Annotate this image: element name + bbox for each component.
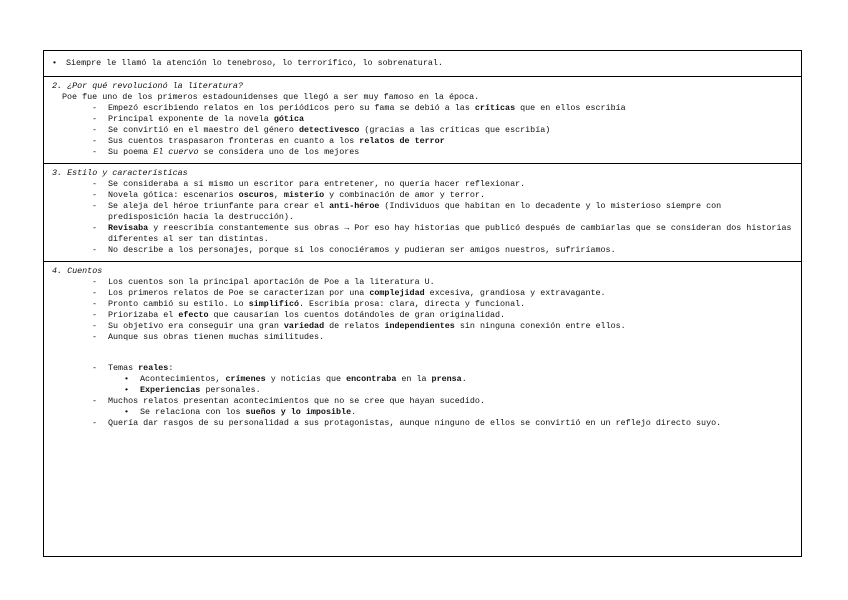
list-item: - Revisaba y reescribía constantemente sus obras → Por eso hay historias que publicó después de cambiarlas que se consideran dos historias diferentes al ser tan distintas.: [92, 223, 797, 244]
section-heading: 3. Estilo y características: [52, 168, 188, 178]
list-item: - Aunque sus obras tienen muchas similitudes.: [92, 332, 325, 342]
section-heading: 2. ¿Por qué revolucionó la literatura?: [52, 81, 243, 91]
section-style: [44, 164, 801, 262]
list-item: - Los cuentos son la principal aportación de Poe a la literatura U.: [92, 277, 435, 287]
list-item: - Su objetivo era conseguir una gran variedad de relatos independientes sin ninguna conexión entre ellos.: [92, 321, 626, 331]
list-item: - Su poema El cuervo se considera uno de los mejores: [92, 147, 360, 157]
list-item: - Muchos relatos presentan acontecimientos que no se cree que hayan sucedido.: [92, 396, 485, 406]
list-item: - No describe a los personajes, porque si los conociéramos y pudieran ser amigos nuestros, sufriríamos.: [92, 245, 616, 255]
list-item: - Se convirtió en el maestro del género detectivesco (gracias a las críticas que escribía): [92, 125, 551, 135]
list-item: - Quería dar rasgos de su personalidad a sus protagonistas, aunque ninguno de ellos se convirtió en un reflejo directo suyo.: [92, 418, 722, 428]
list-item: - Pronto cambió su estilo. Lo simplificó. Escribía prosa: clara, directa y funcional.: [92, 299, 526, 309]
sub-list-item: • Acontecimientos, crímenes y noticias que encontraba en la prensa.: [124, 374, 467, 384]
section-heading: 4. Cuentos: [52, 266, 103, 276]
list-item: - Principal exponente de la novela gótica: [92, 114, 305, 124]
list-item: - Empezó escribiendo relatos en los periódicos pero su fama se debió a las críticas que en ellos escribía: [92, 103, 626, 113]
section-stories: [44, 262, 801, 434]
sub-list-item: • Se relaciona con los sueños y lo imposible.: [124, 407, 357, 417]
list-item: - Se consideraba a sí mismo un escritor para entretener, no quería hacer reflexionar.: [92, 179, 526, 189]
bullet-icon: •: [124, 385, 130, 395]
bullet-icon: •: [124, 407, 130, 417]
section-intro-text: Poe fue uno de los primeros estadounidenses que llegó a ser muy famoso en la época.: [62, 92, 480, 102]
list-item: - Los primeros relatos de Poe se caracterizan por una complejidad excesiva, grandiosa y extravagante.: [92, 288, 606, 298]
list-item: - Novela gótica: escenarios oscuros, misterio y combinación de amor y terror.: [92, 190, 485, 200]
spacer: [52, 343, 793, 363]
list-item: - Priorizaba el efecto que causarían los cuentos dotándoles de gran originalidad.: [92, 310, 506, 320]
section-intro: [44, 51, 801, 77]
sub-list-item: • Experiencias personales.: [124, 385, 261, 395]
bullet-icon: •: [52, 58, 58, 68]
bullet-icon: •: [124, 374, 130, 384]
list-item: - Se aleja del héroe triunfante para crear el anti-héroe (Individuos que habitan en lo decadente y lo misterioso siempre con predisposición hacia la destrucción).: [92, 201, 727, 222]
list-item: - Temas reales:: [92, 363, 174, 373]
item-text: Siempre le llamó la atención lo tenebroso, lo terrorífico, lo sobrenatural.: [66, 58, 443, 68]
section-revolution: [44, 77, 801, 164]
notes-document: [43, 50, 802, 557]
list-item: - Sus cuentos traspasaron fronteras en cuanto a los relatos de terror: [92, 136, 445, 146]
list-item: [52, 58, 793, 69]
